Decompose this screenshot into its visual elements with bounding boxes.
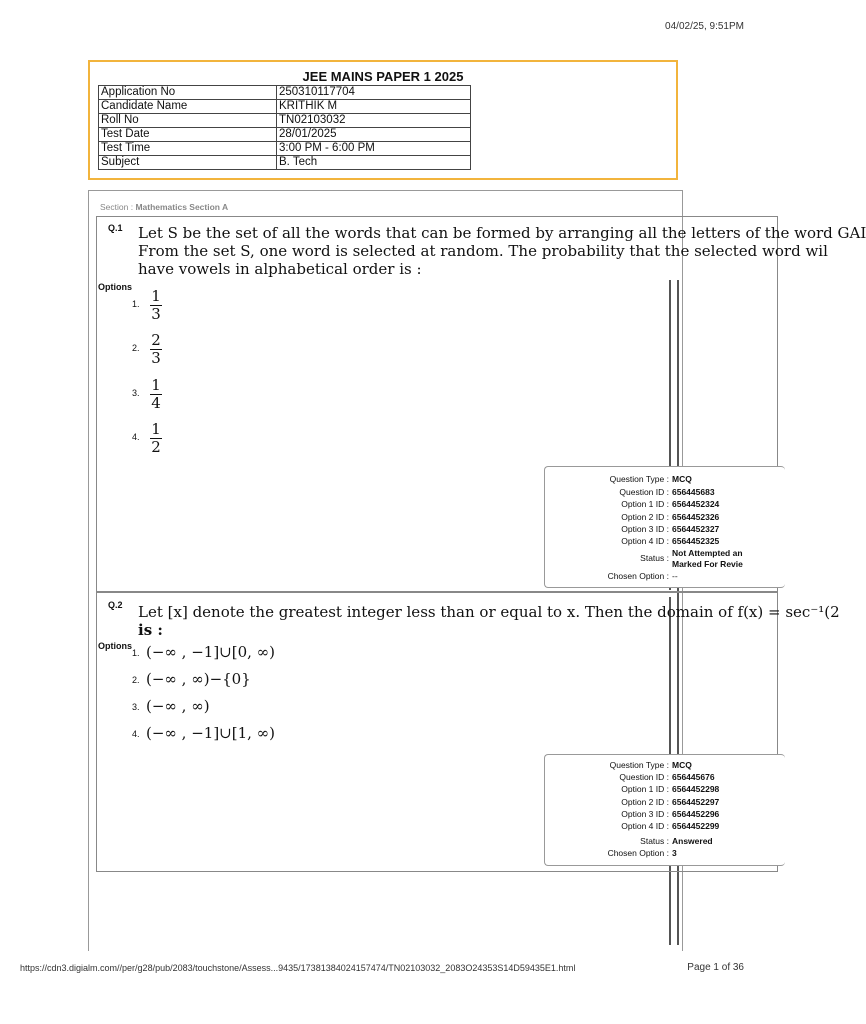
meta-value: 6564452296 — [672, 809, 720, 819]
option-number: 2. — [132, 343, 140, 353]
question-number: Q.2 — [108, 600, 123, 610]
question-2-metadata — [544, 754, 785, 866]
print-timestamp: 04/02/25, 9:51PM — [665, 21, 744, 32]
fraction-denominator: 2 — [151, 438, 161, 456]
status-value: Not Attempted an — [672, 548, 743, 558]
option-fraction[interactable] — [149, 332, 163, 367]
fraction-denominator: 4 — [151, 394, 161, 412]
meta-value: 6564452297 — [672, 797, 720, 807]
info-value: 250310117704 — [277, 86, 471, 100]
info-label: Test Time — [99, 142, 277, 156]
meta-key: Chosen Option : — [607, 571, 669, 581]
meta-key: Question ID : — [619, 772, 669, 782]
fraction-denominator: 3 — [151, 305, 161, 323]
meta-key: Question Type : — [609, 760, 669, 770]
table-row — [99, 114, 471, 128]
question-text-line: have vowels in alphabetical order is : — [138, 260, 422, 278]
meta-value: 656445676 — [672, 772, 715, 782]
section-prefix: Section : — [100, 202, 136, 212]
meta-value: 6564452327 — [672, 524, 720, 534]
option-text[interactable]: (−∞ , ∞) — [146, 697, 210, 715]
meta-key: Option 4 ID : — [621, 821, 669, 831]
meta-key: Question ID : — [619, 487, 669, 497]
table-row — [99, 100, 471, 114]
meta-value: 6564452324 — [672, 499, 720, 509]
status-value: Answered — [672, 836, 713, 846]
meta-value: 6564452298 — [672, 784, 720, 794]
option-number: 4. — [132, 729, 140, 739]
question-text-line: Let [x] denote the greatest integer less than or equal to x. Then the domain of f(x) = sec⁻¹(2 — [138, 603, 840, 621]
question-number: Q.1 — [108, 223, 123, 233]
option-number: 2. — [132, 675, 140, 685]
meta-key: Option 3 ID : — [621, 809, 669, 819]
meta-key: Option 4 ID : — [621, 536, 669, 546]
meta-key: Option 1 ID : — [621, 499, 669, 509]
question-text-line: is : — [138, 621, 163, 639]
table-row — [99, 86, 471, 100]
option-number: 1. — [132, 299, 140, 309]
question-1-metadata — [544, 466, 785, 588]
meta-key: Chosen Option : — [607, 848, 669, 858]
meta-key: Option 2 ID : — [621, 797, 669, 807]
option-number: 1. — [132, 648, 140, 658]
candidate-info-table — [98, 85, 471, 170]
meta-value: 6564452326 — [672, 512, 720, 522]
fraction-numerator: 1 — [151, 287, 161, 305]
meta-key: Question Type : — [609, 474, 669, 484]
option-fraction[interactable] — [149, 377, 163, 412]
option-text[interactable]: (−∞ , −1]∪[1, ∞) — [146, 724, 276, 742]
info-label: Application No — [99, 86, 277, 100]
table-row — [99, 156, 471, 170]
option-number: 3. — [132, 702, 140, 712]
meta-value: 656445683 — [672, 487, 715, 497]
section-label — [100, 202, 228, 212]
option-text[interactable]: (−∞ , −1]∪[0, ∞) — [146, 643, 276, 661]
info-value: TN02103032 — [277, 114, 471, 128]
fraction-numerator: 2 — [151, 331, 161, 349]
option-fraction[interactable] — [149, 421, 163, 456]
meta-value: 3 — [672, 848, 677, 858]
meta-key: Status : — [640, 553, 669, 563]
info-value: KRITHIK M — [277, 100, 471, 114]
info-label: Test Date — [99, 128, 277, 142]
meta-value: MCQ — [672, 474, 692, 484]
question-text-line: From the set S, one word is selected at random. The probability that the selected word wil — [138, 242, 828, 260]
table-row — [99, 142, 471, 156]
meta-value: MCQ — [672, 760, 692, 770]
meta-value: 6564452299 — [672, 821, 720, 831]
info-value: 28/01/2025 — [277, 128, 471, 142]
question-text-line: Let S be the set of all the words that can be formed by arranging all the letters of the word GAI — [138, 224, 866, 242]
meta-key: Option 1 ID : — [621, 784, 669, 794]
meta-key: Option 3 ID : — [621, 524, 669, 534]
info-value: B. Tech — [277, 156, 471, 170]
page-url[interactable]: https://cdn3.digialm.com//per/g28/pub/2083/touchstone/Assess...9435/17381384024157474/TN02103032_2083O24353S14D59435E1.html — [20, 963, 576, 973]
meta-key: Option 2 ID : — [621, 512, 669, 522]
meta-value: 6564452325 — [672, 536, 720, 546]
meta-value: -- — [672, 571, 678, 581]
options-label: Options — [98, 641, 132, 651]
options-label: Options — [98, 282, 132, 292]
info-label: Subject — [99, 156, 277, 170]
fraction-numerator: 1 — [151, 420, 161, 438]
candidate-info-box — [88, 60, 678, 180]
section-name: Mathematics Section A — [135, 202, 229, 212]
info-label: Roll No — [99, 114, 277, 128]
info-value: 3:00 PM - 6:00 PM — [277, 142, 471, 156]
page-number: Page 1 of 36 — [687, 962, 744, 973]
option-number: 4. — [132, 432, 140, 442]
option-fraction[interactable] — [149, 288, 163, 323]
option-number: 3. — [132, 388, 140, 398]
fraction-numerator: 1 — [151, 376, 161, 394]
meta-key: Status : — [640, 836, 669, 846]
status-value-line2: Marked For Revie — [672, 559, 743, 569]
fraction-denominator: 3 — [151, 349, 161, 367]
table-row — [99, 128, 471, 142]
info-label: Candidate Name — [99, 100, 277, 114]
paper-title: JEE MAINS PAPER 1 2025 — [302, 69, 464, 84]
option-text[interactable]: (−∞ , ∞)−{0} — [146, 670, 251, 688]
